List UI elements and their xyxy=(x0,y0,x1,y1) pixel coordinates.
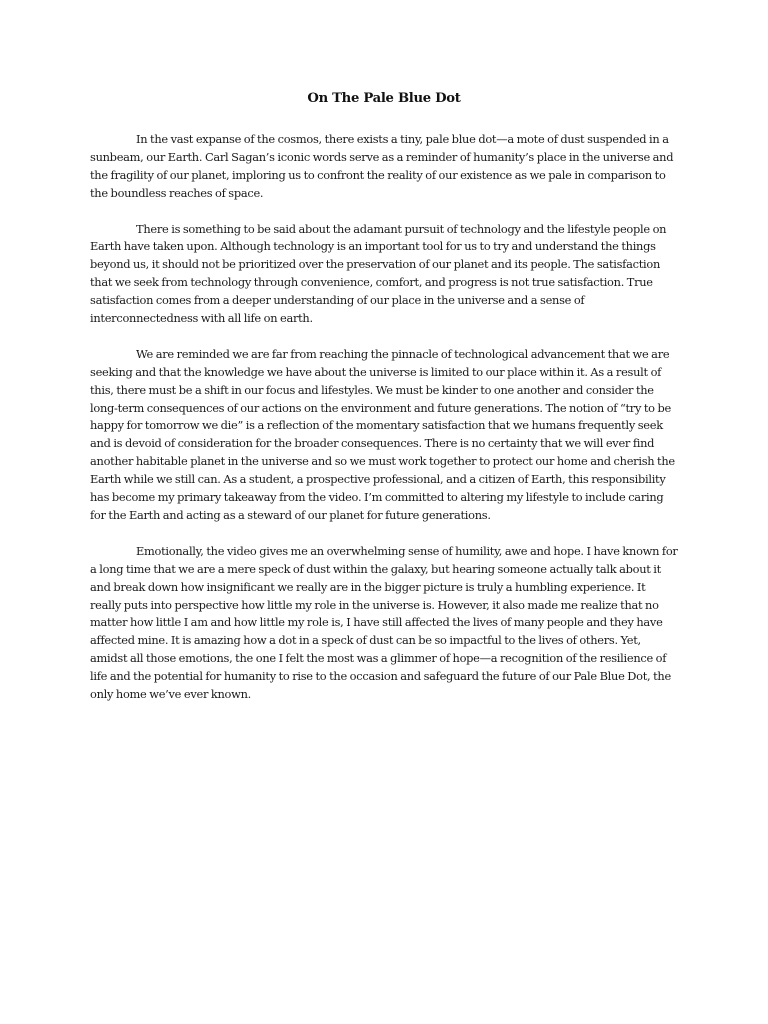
paragraph-1: In the vast expanse of the cosmos, there exists a tiny, pale blue dot—a mote of dust suspended in a sunbeam, our Earth. Carl Sagan’s iconic words serve as a reminder of humanity’s place in the universe and the fragility of our planet, imploring us to confront the reality of our existence as we pale in comparison to the boundless reaches of space. xyxy=(90,132,674,200)
paragraph-4: Emotionally, the video gives me an overwhelming sense of humility, awe and hope. I have known for a long time that we are a mere speck of dust within the galaxy, but hearing someone actually talk about it and break down how insignificant we really are in the bigger picture is truly a humbling experience. It really puts into perspective how little my role in the universe is. However, it also made me realize that no matter how little I am and how little my role is, I have still affected the lives of many people and they have affected mine. It is amazing how a dot in a speck of dust can be so impactful to the lives of others. Yet, amidst all those emotions, the one I felt the most was a glimmer of hope—a recognition of the resilience of life and the potential for humanity to rise to the occasion and safeguard the future of our Pale Blue Dot, the only home we’ve ever known. xyxy=(90,543,678,702)
paragraph-3: We are reminded we are far from reaching the pinnacle of technological advancement that we are seeking and that the knowledge we have about the universe is limited to our place within it. As a result of this, there must be a shift in our focus and lifestyles. We must be kinder to one another and consider the long-term consequences of our actions on the environment and future generations. The notion of “try to be happy for tomorrow we die” is a reflection of the momentary satisfaction that we humans frequently seek and is devoid of consideration for the broader consequences. There is no certainty that we will ever find another habitable planet in the universe and so we must work together to protect our home and cherish the Earth while we still can. As a student, a prospective professional, and a citizen of Earth, this responsibility has become my primary takeaway from the video. I’m committed to altering my lifestyle to include caring for the Earth and acting as a steward of our planet for future generations. xyxy=(90,346,675,522)
document-body xyxy=(90,131,678,722)
paragraph-2: There is something to be said about the adamant pursuit of technology and the lifestyle people on Earth have taken upon. Although technology is an important tool for us to try and understand the things beyond us, it should not be prioritized over the preservation of our planet and its people. The satisfaction that we seek from technology through convenience, comfort, and progress is not true satisfaction. True satisfaction comes from a deeper understanding of our place in the universe and a sense of interconnectedness with all life on earth. xyxy=(90,221,667,326)
document-title: On The Pale Blue Dot xyxy=(307,91,461,106)
